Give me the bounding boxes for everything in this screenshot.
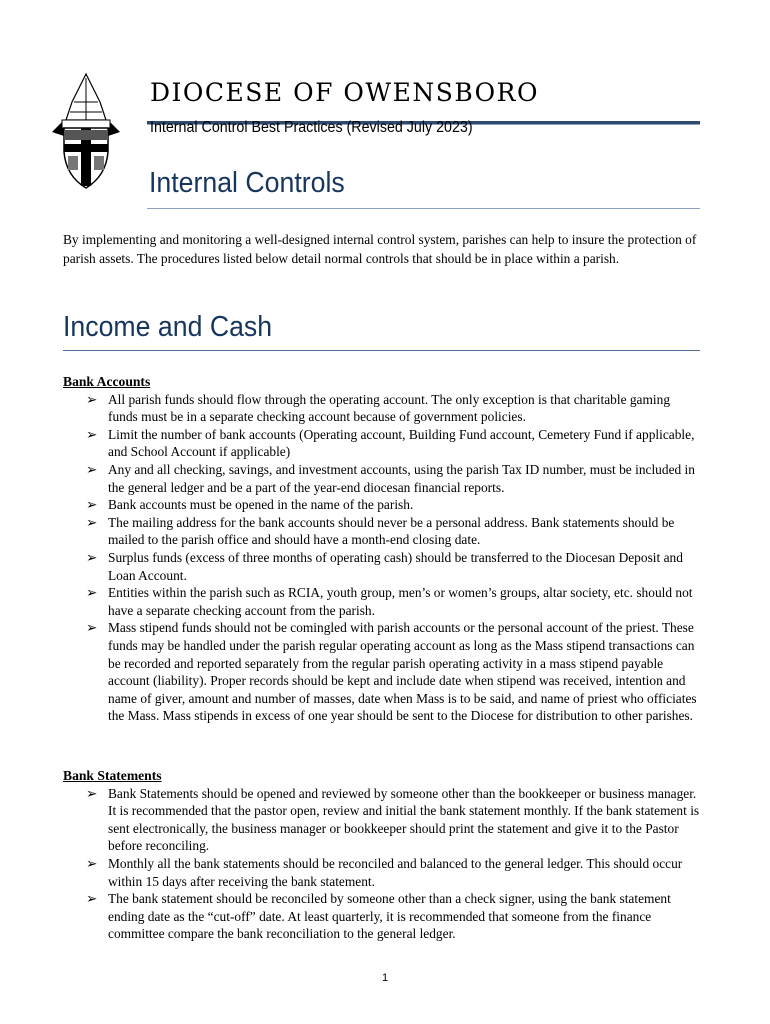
arrow-bullet-icon: ➢ <box>86 585 98 601</box>
list-item <box>63 549 703 584</box>
list-item-text: The mailing address for the bank accounts should never be a personal address. Bank statements should be mailed to the parish office and should have a month-end closing date. <box>108 514 675 548</box>
bank-accounts-section <box>63 373 703 725</box>
heading-divider <box>63 350 700 351</box>
list-item-text: Bank accounts must be opened in the name of the parish. <box>108 497 414 513</box>
arrow-bullet-icon: ➢ <box>86 785 98 801</box>
list-item-text: Mass stipend funds should not be comingled with parish accounts or the personal account of the priest. These funds may be handled under the parish regular operating account as long as the Mass stipend transactions can be recorded and reported separately from the regular parish operating activity in a mass stipend payable account (liability). Proper records should be kept and include date when stipend was received, intention and name of giver, amount and number of masses, date when Mass is to be said, and name of priest who officiates the Mass. Mass stipends in excess of one year should be sent to the Diocese for distribution to other parishes. <box>108 620 697 724</box>
bullet-list <box>63 391 703 725</box>
list-item <box>63 496 703 514</box>
arrow-bullet-icon: ➢ <box>86 891 98 907</box>
list-item-text: Surplus funds (excess of three months of operating cash) should be transferred to the Diocesan Deposit and Loan Account. <box>108 549 683 583</box>
list-item <box>63 785 703 855</box>
document-title: DIOCESE OF OWENSBORO <box>150 78 539 107</box>
list-item-text: Any and all checking, savings, and investment accounts, using the parish Tax ID number, must be included in the general ledger and be a part of the year-end diocesan financial reports. <box>108 461 695 495</box>
arrow-bullet-icon: ➢ <box>86 620 98 636</box>
list-item <box>63 391 703 426</box>
arrow-bullet-icon: ➢ <box>86 391 98 407</box>
list-item <box>63 584 703 619</box>
list-item <box>63 855 703 890</box>
page-number: 1 <box>381 972 389 984</box>
bullet-list <box>63 785 703 943</box>
arrow-bullet-icon: ➢ <box>86 461 98 477</box>
intro-paragraph: By implementing and monitoring a well-designed internal control system, parishes can help to insure the protection of parish assets. The procedures listed below detail normal controls that should be in place within a parish. <box>63 232 697 266</box>
arrow-bullet-icon: ➢ <box>86 426 98 442</box>
diocese-coat-of-arms-logo <box>50 72 122 190</box>
list-item-text: The bank statement should be reconciled by someone other than a check signer, using the bank statement ending date as the “cut-off” date. At least quarterly, it is recommended that someone from the finance committee compare the bank reconciliation to the general ledger. <box>108 891 671 942</box>
list-item <box>63 890 703 943</box>
list-item-text: Entities within the parish such as RCIA, youth group, men’s or women’s groups, altar society, etc. should not have a separate checking account from the parish. <box>108 585 693 618</box>
heading-internal-controls: Internal Controls <box>149 167 345 199</box>
list-item <box>63 514 703 549</box>
list-item-text: Monthly all the bank statements should be reconciled and balanced to the general ledger. This should occur within 15 days after receiving the bank statement. <box>108 855 683 889</box>
document-subtitle: Internal Control Best Practices (Revised July 2023) <box>150 119 473 136</box>
heading-income-and-cash: Income and Cash <box>63 311 273 343</box>
subheading-bank-accounts: Bank Accounts <box>63 374 151 389</box>
list-item-text: Bank Statements should be opened and reviewed by someone other than the bookkeeper or business manager. It is recommended that the pastor open, review and initial the bank statement monthly. If the bank statement is sent electronically, the business manager or bookkeeper should print the statement and give it to the Pastor before reconciling. <box>108 785 700 854</box>
bank-statements-section <box>63 767 703 943</box>
arrow-bullet-icon: ➢ <box>86 855 98 871</box>
arrow-bullet-icon: ➢ <box>86 497 98 513</box>
list-item <box>63 461 703 496</box>
arrow-bullet-icon: ➢ <box>86 514 98 530</box>
subheading-bank-statements: Bank Statements <box>63 768 162 783</box>
list-item-text: All parish funds should flow through the operating account. The only exception is that charitable gaming funds must be in a separate checking account because of government policies. <box>108 391 671 425</box>
list-item-text: Limit the number of bank accounts (Operating account, Building Fund account, Cemetery Fund if applicable, and School Account if applicable) <box>108 426 695 460</box>
list-item <box>63 426 703 461</box>
heading-divider <box>147 208 700 209</box>
arrow-bullet-icon: ➢ <box>86 549 98 565</box>
list-item <box>63 619 703 725</box>
